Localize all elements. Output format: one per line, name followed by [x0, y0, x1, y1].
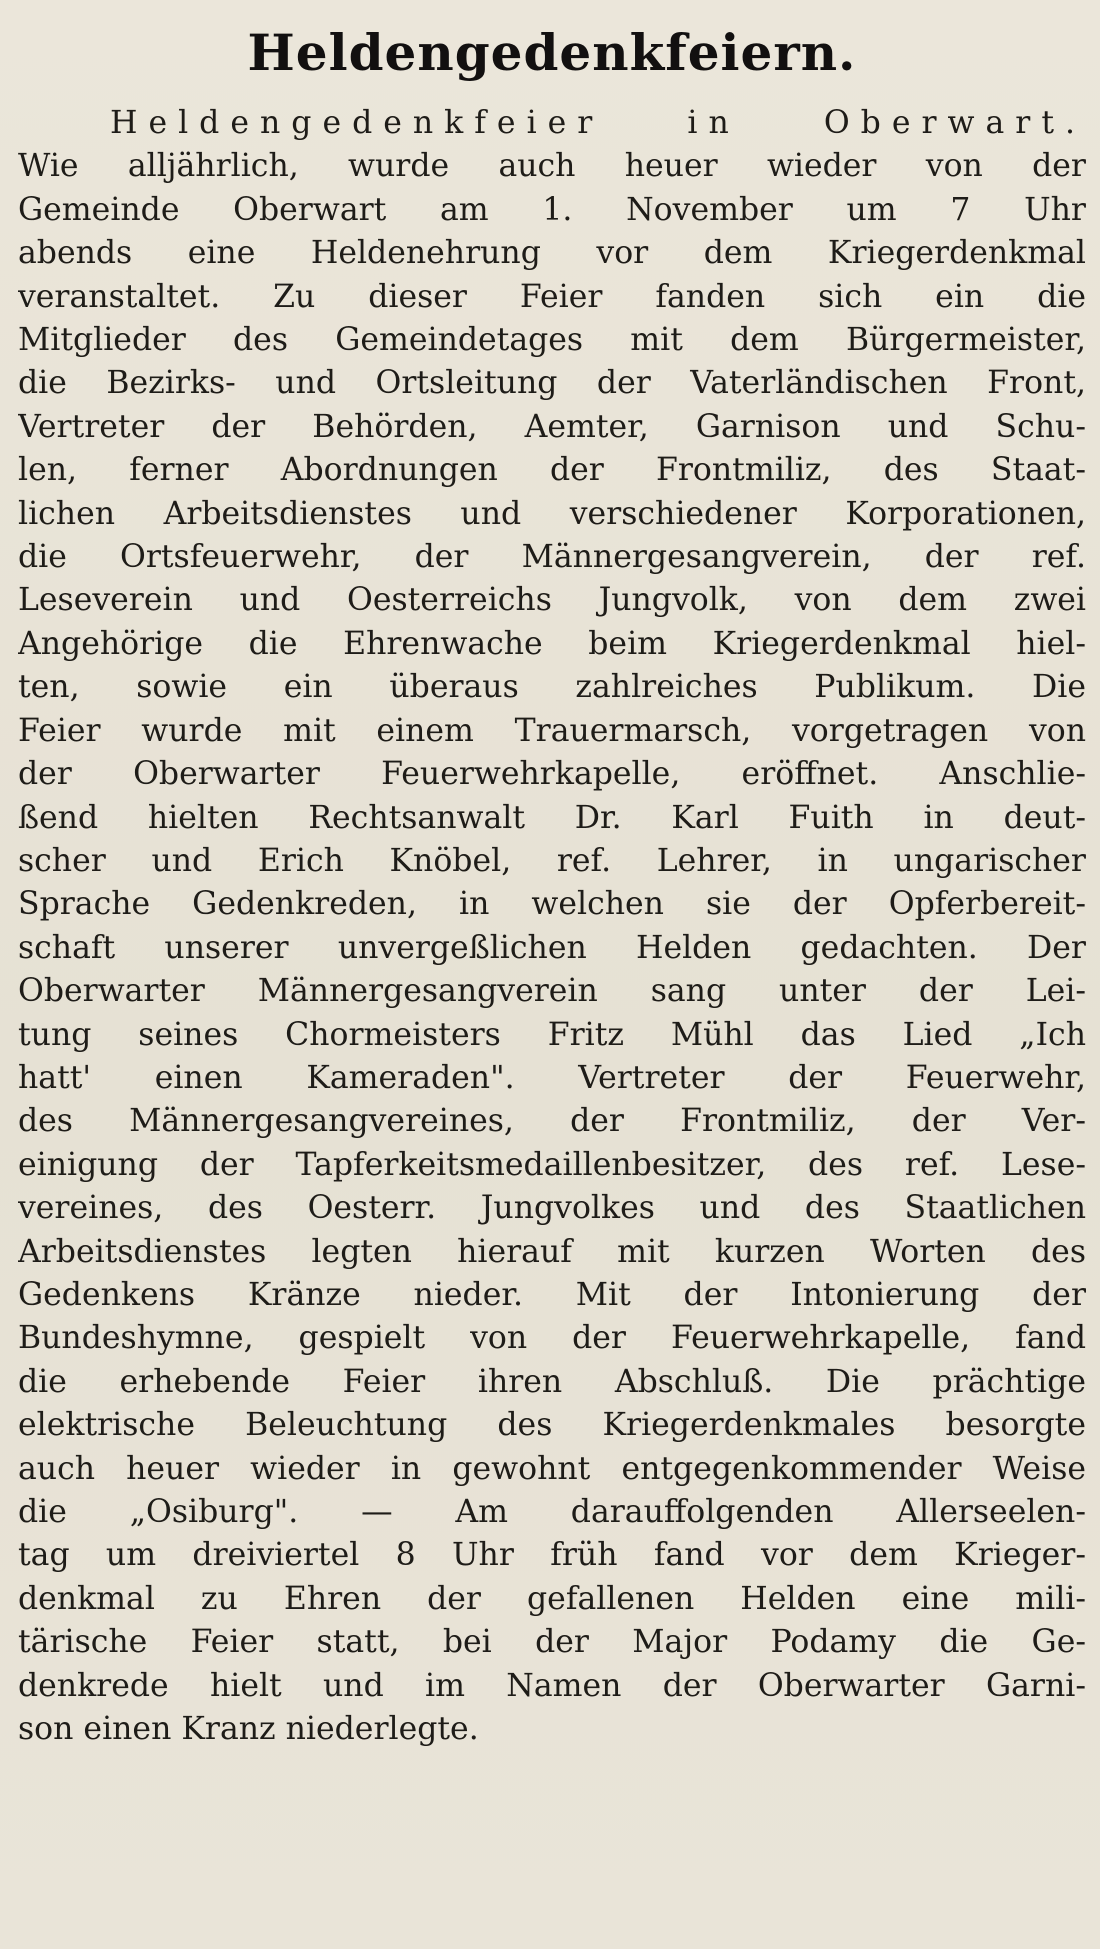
article-line: einigung der Tapferkeitsmedaillenbesitzer, des ref. Lese-: [18, 1146, 1086, 1183]
article-line: vereines, des Oesterr. Jungvolkes und des Staatlichen: [18, 1190, 1086, 1227]
article-line: veranstaltet. Zu dieser Feier fanden sich ein die: [18, 278, 1086, 315]
article-line: tärische Feier statt, bei der Major Podamy die Ge-: [18, 1624, 1086, 1661]
article-line: Angehörige die Ehrenwache beim Kriegerdenkmal hiel-: [18, 625, 1086, 662]
article-line: len, ferner Abordnungen der Frontmiliz, des Staat-: [18, 452, 1086, 489]
article-line: Gedenkens Kränze nieder. Mit der Intonierung der: [18, 1276, 1086, 1313]
article-line: die Ortsfeuerwehr, der Männergesangverein, der ref.: [18, 539, 1086, 576]
article-line: Gemeinde Oberwart am 1. November um 7 Uhr: [18, 191, 1086, 228]
article-line: der Oberwarter Feuerwehrkapelle, eröffnet. Anschlie-: [18, 756, 1086, 793]
article-line: scher und Erich Knöbel, ref. Lehrer, in ungarischer: [18, 842, 1086, 879]
article-line: abends eine Heldenehrung vor dem Kriegerdenkmal: [18, 235, 1086, 272]
article-line: Wie alljährlich, wurde auch heuer wieder von der: [18, 148, 1086, 185]
article-line: Arbeitsdienstes legten hierauf mit kurzen Worten des: [18, 1233, 1086, 1270]
article-line: tung seines Chormeisters Fritz Mühl das Lied „Ich: [18, 1016, 1086, 1053]
article-line: denkmal zu Ehren der gefallenen Helden eine mili-: [18, 1580, 1086, 1617]
article-line: denkrede hielt und im Namen der Oberwarter Garni-: [18, 1667, 1086, 1704]
article-line: Bundeshymne, gespielt von der Feuerwehrkapelle, fand: [18, 1320, 1086, 1357]
article-line: hatt' einen Kameraden". Vertreter der Feuerwehr,: [18, 1059, 1086, 1096]
article-line: elektrische Beleuchtung des Kriegerdenkmales besorgte: [18, 1407, 1086, 1444]
headline: Heldengedenkfeiern.: [247, 23, 857, 82]
article-line: die erhebende Feier ihren Abschluß. Die prächtige: [18, 1363, 1086, 1400]
article-line: Heldengedenkfeier in Oberwart.: [110, 105, 1086, 141]
article-line: Vertreter der Behörden, Aemter, Garnison und Schu-: [18, 408, 1086, 445]
article-line: auch heuer wieder in gewohnt entgegenkommender Weise: [18, 1450, 1086, 1487]
article-line: Oberwarter Männergesangverein sang unter der Lei-: [18, 973, 1086, 1010]
article-line: Feier wurde mit einem Trauermarsch, vorgetragen von: [18, 712, 1086, 749]
article-line: tag um dreiviertel 8 Uhr früh fand vor dem Krieger-: [18, 1537, 1086, 1574]
article-line: Leseverein und Oesterreichs Jungvolk, von dem zwei: [18, 582, 1086, 619]
article-body: [18, 102, 1086, 1751]
article-line: Mitglieder des Gemeindetages mit dem Bürgermeister,: [18, 322, 1086, 359]
article-line: ßend hielten Rechtsanwalt Dr. Karl Fuith in deut-: [18, 799, 1086, 836]
article-line: des Männergesangvereines, der Frontmiliz, der Ver-: [18, 1103, 1086, 1140]
article-line: die „Osiburg". — Am darauffolgenden Allerseelen-: [18, 1494, 1086, 1530]
article-line: lichen Arbeitsdienstes und verschiedener Korporationen,: [18, 495, 1086, 532]
article-line: Sprache Gedenkreden, in welchen sie der Opferbereit-: [18, 886, 1086, 923]
article-line: die Bezirks- und Ortsleitung der Vaterländischen Front,: [18, 365, 1086, 402]
article-line: schaft unserer unvergeßlichen Helden gedachten. Der: [18, 929, 1086, 966]
article-line: son einen Kranz niederlegte.: [18, 1711, 479, 1748]
article-line: ten, sowie ein überaus zahlreiches Publikum. Die: [18, 669, 1086, 706]
